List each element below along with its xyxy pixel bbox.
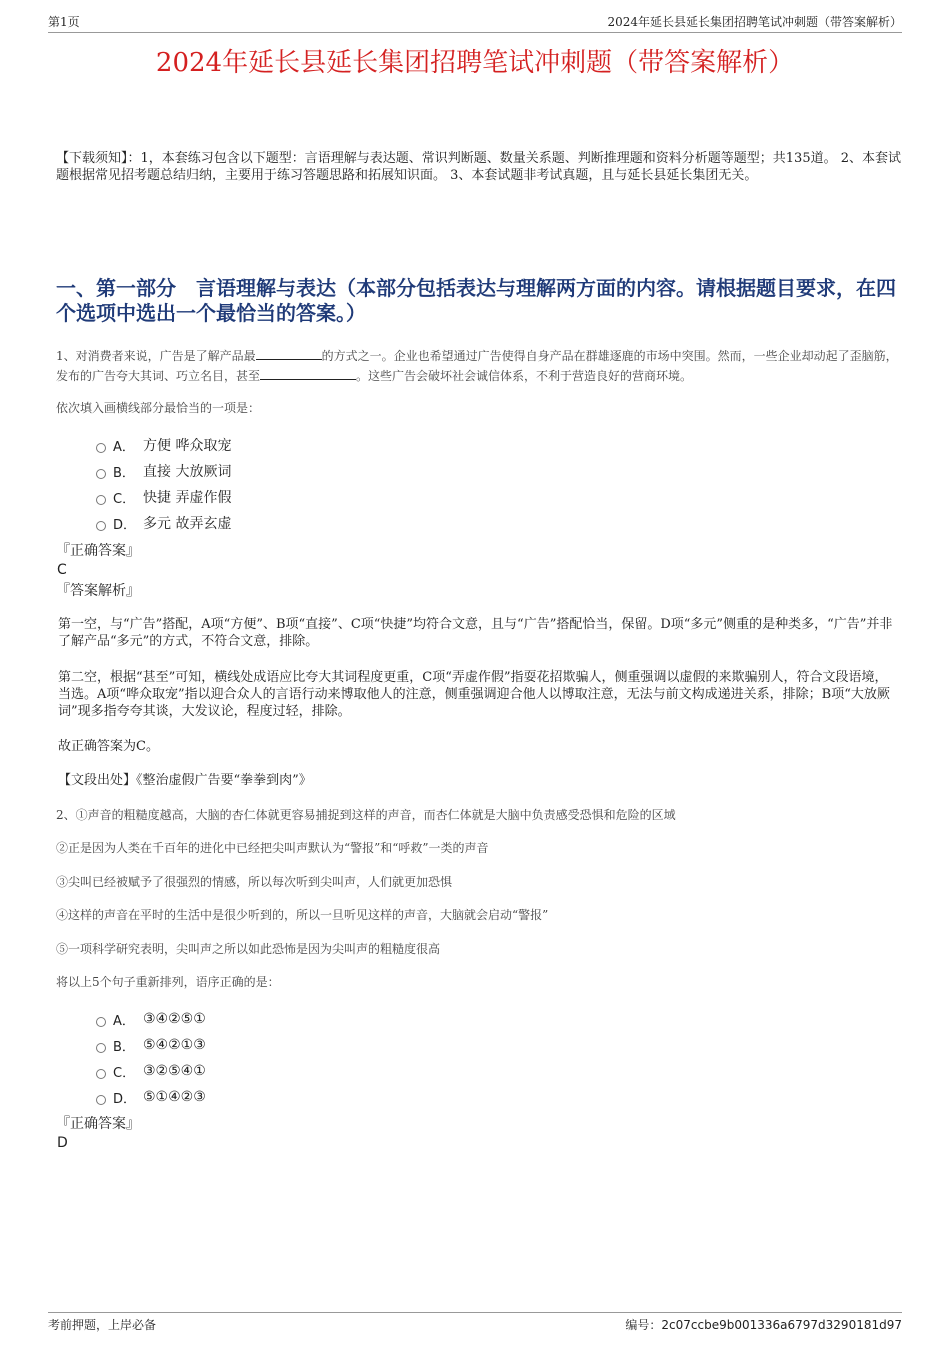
section-title: 一、第一部分 言语理解与表达（本部分包括表达与理解两方面的内容。请根据题目要求，在四个选项中选出一个最恰当的答案。） [56, 276, 896, 325]
question-2-stem: 2、①声音的粗糙度越高，大脑的杏仁体就更容易捕捉到这样的声音，而杏仁体就是大脑中负责感受恐惧和危险的区域 [56, 808, 676, 822]
radio-icon[interactable] [96, 1069, 106, 1079]
radio-icon[interactable] [96, 1095, 106, 1105]
q2-answer: D [57, 1135, 68, 1151]
question-2-options [96, 1006, 206, 1110]
option-text: 快捷 弄虚作假 [143, 490, 232, 506]
option-letter: B． [113, 1039, 135, 1055]
option-text: ⑤④②①③ [143, 1037, 206, 1053]
option-letter: D． [113, 517, 137, 533]
q2-answer-label: 『正确答案』 [56, 1116, 140, 1132]
radio-icon[interactable] [96, 1017, 106, 1027]
q1-stem-part3: 。这些广告会破坏社会诚信体系，不利于营造良好的营商环境。 [356, 369, 693, 383]
q2-option-d[interactable] [96, 1084, 206, 1110]
header-doc-title: 2024年延长县延长集团招聘笔试冲刺题（带答案解析） [607, 15, 902, 29]
footer-code-label: 编号： [625, 1318, 662, 1332]
question-1-options [96, 432, 231, 536]
q1-option-a[interactable] [96, 432, 231, 458]
q1-analysis-conclusion: 故正确答案为C。 [58, 739, 159, 754]
option-letter: B． [113, 465, 135, 481]
q2-option-b[interactable] [96, 1032, 206, 1058]
option-letter: A． [113, 439, 135, 455]
footer-slogan: 考前押题，上岸必备 [48, 1318, 157, 1332]
q1-option-b[interactable] [96, 458, 231, 484]
q2-sentence-4: ④这样的声音在平时的生活中是很少听到的，所以一旦听见这样的声音，大脑就会启动“警报” [56, 908, 549, 922]
question-2-prompt: 将以上5个句子重新排列，语序正确的是： [56, 975, 280, 989]
option-text: ③④②⑤① [143, 1011, 206, 1027]
q1-analysis-paragraph-1: 第一空，与“广告”搭配，A项“方便”、B项“直接”、C项“快捷”均符合文意，且与“广告”搭配恰当，保留。D项“多元”侧重的是种类多，“广告”并非了解产品“多元”的方式，不符合文意，排除。 [58, 617, 893, 649]
q1-answer-label: 『正确答案』 [56, 543, 140, 559]
option-letter: D． [113, 1091, 137, 1107]
question-1-prompt: 依次填入画横线部分最恰当的一项是： [56, 401, 261, 415]
q1-analysis-paragraph-2: 第二空，根据“甚至”可知，横线处成语应比夸大其词程度更重，C项“弄虚作假”指耍花招欺骗人，侧重强调以虚假的来欺骗别人，符合文段语境，当选。A项“哗众取宠”指以迎合众人的言语行动来博取他人的注意，侧重强调迎合他人以博取注意，无法与前文构成递进关系，排除；B项“大放厥词”现多指夸夸其谈，大发议论，程度过轻，排除。 [58, 670, 890, 719]
option-letter: C． [113, 491, 136, 507]
q1-stem-part1: 1、对消费者来说，广告是了解产品最 [56, 349, 256, 363]
q1-option-c[interactable] [96, 484, 231, 510]
option-text: 方便 哗众取宠 [143, 438, 232, 454]
document-title: 2024年延长县延长集团招聘笔试冲刺题（带答案解析） [155, 48, 795, 78]
option-text: 多元 故弄玄虚 [143, 516, 232, 532]
q1-blank-2 [260, 367, 356, 380]
q1-blank-1 [256, 347, 322, 360]
q2-sentence-5: ⑤一项科学研究表明，尖叫声之所以如此恐怖是因为尖叫声的粗糙度很高 [56, 942, 441, 956]
option-letter: A． [113, 1013, 135, 1029]
download-notice: 【下载须知】：1，本套练习包含以下题型：言语理解与表达题、常识判断题、数量关系题、判断推理题和资料分析题等题型；共135道。 2、本套试题根据常见招考题总结归纳，主要用于练习答题思路和拓展知识面。 3、本套试题非考试真题，且与延长县延长集团无关。 [56, 151, 901, 183]
radio-icon[interactable] [96, 521, 106, 531]
q1-answer: C [57, 562, 67, 578]
q1-option-d[interactable] [96, 510, 231, 536]
radio-icon[interactable] [96, 469, 106, 479]
q1-analysis-label: 『答案解析』 [56, 583, 140, 599]
q2-option-a[interactable] [96, 1006, 206, 1032]
option-text: ⑤①④②③ [143, 1089, 206, 1105]
q2-option-c[interactable] [96, 1058, 206, 1084]
page-number: 第1页 [48, 15, 80, 29]
footer-code [625, 1316, 902, 1334]
q2-sentence-2: ②正是因为人类在千百年的进化中已经把尖叫声默认为“警报”和“呼救”一类的声音 [56, 841, 489, 855]
radio-icon[interactable] [96, 1043, 106, 1053]
footer-code-value: 2c07ccbe9b001336a6797d3290181d97 [661, 1318, 902, 1332]
radio-icon[interactable] [96, 495, 106, 505]
q1-stem-part2: 的方式之一。企业也希望通过广告使得自身产品在群雄逐鹿的市场中突围。然而，一些企业却动起了歪脑筋，发布的广告夸大其词、巧立名目，甚至 [56, 349, 898, 383]
q1-source: 【文段出处】《整治虚假广告要“拳拳到肉”》 [58, 773, 312, 788]
q2-sentence-3: ③尖叫已经被赋予了很强烈的情感，所以每次听到尖叫声，人们就更加恐惧 [56, 875, 453, 889]
page-footer [48, 1312, 902, 1333]
option-letter: C． [113, 1065, 136, 1081]
radio-icon[interactable] [96, 443, 106, 453]
question-1-stem [56, 346, 901, 386]
option-text: ③②⑤④① [143, 1063, 206, 1079]
page-header [48, 14, 902, 33]
option-text: 直接 大放厥词 [143, 464, 232, 480]
